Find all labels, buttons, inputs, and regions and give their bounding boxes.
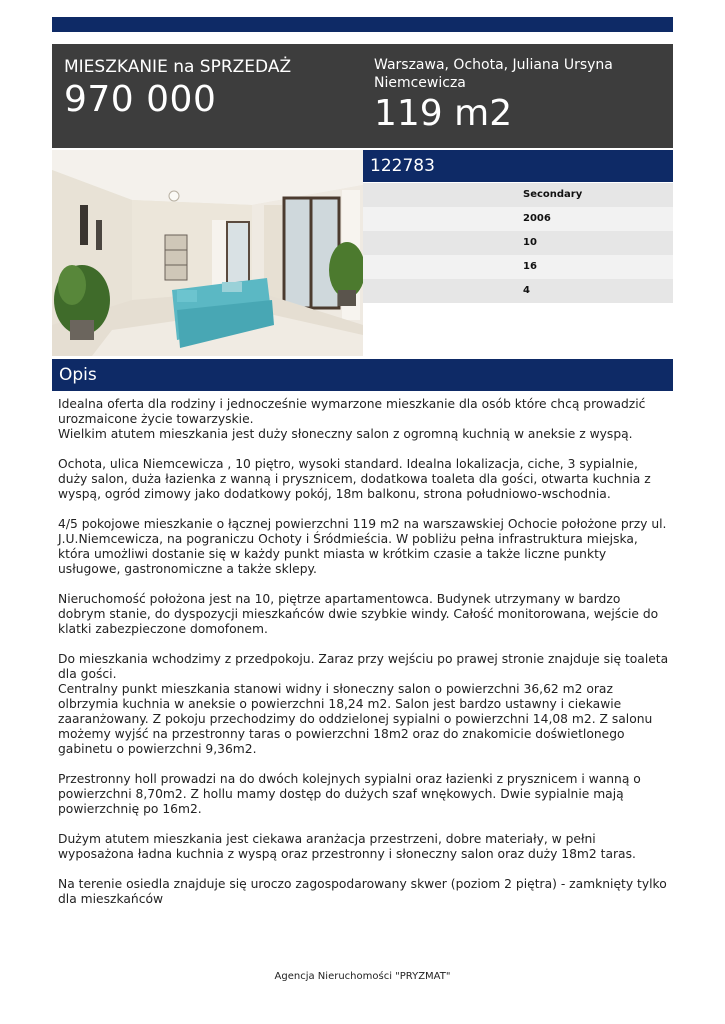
details-table	[363, 183, 673, 303]
description-body	[58, 397, 670, 922]
description-paragraph: Przestronny holl prowadzi na do dwóch kolejnych sypialni oraz łazienki z prysznicem i wanną o powierzchni 8,70m2. Z hollu mamy dostęp do dużych szaf wnękowych. Dwie sypialnie mają powierzchnię po 16m2.	[58, 772, 641, 816]
listing-type: MIESZKANIE na SPRZEDAŻ	[64, 57, 292, 77]
listing-area: 119 m2	[374, 93, 513, 134]
detail-row-floors-total	[363, 255, 673, 279]
listing-id-bar	[363, 150, 673, 182]
description-paragraph: 4/5 pokojowe mieszkanie o łącznej powierzchni 119 m2 na warszawskiej Ochocie położone przy ul. J.U.Niemcewicza, na pograniczu Ochoty i Śródmieścia. W pobliżu pełna infrastruktura miejska, która umożliwi dostanie się w każdy punkt miasta w krótkim czasie a także liczne punkty usługowe, gastronomiczne a także sklepy.	[58, 517, 667, 576]
detail-value: 4	[523, 285, 530, 296]
detail-row-market	[363, 183, 673, 207]
footer-agency: Agencja Nieruchomości "PRYZMAT"	[274, 971, 451, 982]
listing-id: 122783	[370, 156, 435, 176]
detail-value: 2006	[523, 213, 551, 224]
listing-header	[52, 44, 673, 148]
description-paragraph: Do mieszkania wchodzimy z przedpokoju. Zaraz przy wejściu po prawej stronie znajduje się toaleta dla gości. Centralny punkt mieszkania stanowi widny i słoneczny salon o powierzchni 36,62 m2 oraz olbrzymia kuchnia w aneksie o powierzchni 18,24 m2. Salon jest bardzo ustawny i ciekawie zaaranżowany. Z pokoju przechodzimy do oddzielonej sypialni o powierzchni 14,08 m2. Z salonu możemy wyjść na przestronny taras o powierzchni 18m2 oraz do znakomicie doświetlonego gabinetu o powierzchni 9,36m2.	[58, 652, 669, 756]
listing-location: Warszawa, Ochota, Juliana Ursyna Niemcewicza	[374, 57, 613, 91]
listing-price: 970 000	[64, 79, 217, 120]
header-right	[374, 56, 664, 134]
detail-row-rooms	[363, 279, 673, 303]
description-paragraph: Dużym atutem mieszkania jest ciekawa aranżacja przestrzeni, dobre materiały, w pełni wyposażona ładna kuchnia z wyspą oraz przestronny i słoneczny salon oraz duży 18m2 taras.	[58, 832, 636, 861]
description-paragraph: Ochota, ulica Niemcewicza , 10 piętro, wysoki standard. Idealna lokalizacja, ciche, 3 sypialnie, duży salon, duża łazienka z wanną i prysznicem, dodatkowa toaleta dla gości, otwarta kuchnia z wyspą, ogród zimowy jako dodatkowy pokój, 18m balkonu, strona południowo-wschodnia.	[58, 457, 651, 501]
detail-value: 16	[523, 261, 537, 272]
detail-row-floor	[363, 231, 673, 255]
description-paragraph: Na terenie osiedla znajduje się uroczo zagospodarowany skwer (poziom 2 piętra) - zamknięty tylko dla mieszkańców	[58, 877, 667, 906]
description-paragraph: Idealna oferta dla rodziny i jednocześnie wymarzone mieszkanie dla osób które chcą prowadzić urozmaicone życie towarzyskie. Wielkim atutem mieszkania jest duży słoneczny salon z ogromną kuchnią w aneksie z wyspą.	[58, 397, 646, 441]
detail-value: Secondary	[523, 189, 583, 200]
description-title: Opis	[59, 365, 97, 385]
apartment-photo	[52, 150, 363, 356]
header-left	[64, 56, 354, 120]
description-title-bar	[52, 359, 673, 391]
top-accent-bar	[52, 17, 673, 32]
detail-row-year	[363, 207, 673, 231]
detail-value: 10	[523, 237, 537, 248]
description-paragraph: Nieruchomość położona jest na 10, piętrze apartamentowca. Budynek utrzymany w bardzo dobrym stanie, do dyspozycji mieszkańców dwie szybkie windy. Całość monitorowana, wejście do klatki zabezpieczone domofonem.	[58, 592, 659, 636]
